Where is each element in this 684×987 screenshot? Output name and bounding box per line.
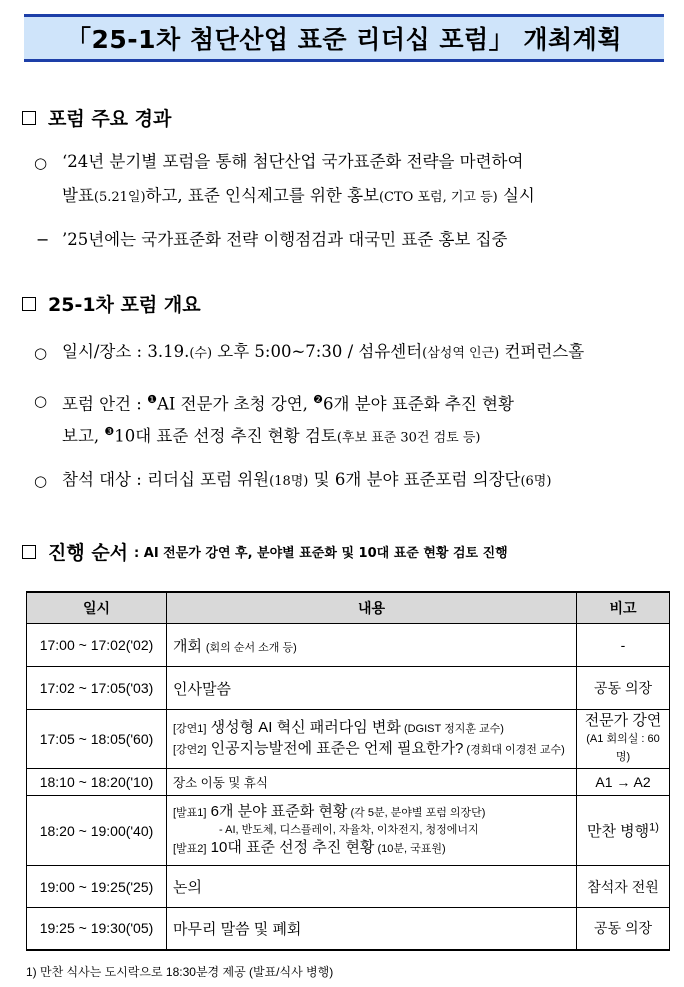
text: 3.19. [147, 342, 190, 361]
text: 생성형 AI 혁신 패러다임 변화 [206, 719, 401, 736]
text: (경희대 이경전 교수) [463, 744, 565, 756]
text: 일시/장소 : [62, 342, 148, 361]
text: (A1 회의실 : 60명) [586, 733, 660, 763]
text: [강연1] [173, 723, 207, 735]
note-cell: - [577, 624, 670, 667]
content-cell [167, 908, 577, 950]
overview-attendees [62, 465, 551, 497]
overview-date [62, 337, 584, 369]
title-banner [24, 14, 664, 62]
number-marker: ❸ [104, 425, 115, 438]
title-bottom-rule [24, 59, 664, 62]
text: 포럼 안건 : [62, 394, 148, 414]
text: (수) [189, 346, 213, 361]
content-cell [167, 710, 577, 769]
text: [발표1] [173, 807, 207, 819]
schedule-table [26, 591, 670, 951]
text: 개회 [173, 637, 202, 655]
text: 만찬 병행 [587, 823, 650, 840]
section-heading-text: 포럼 주요 경과 [48, 108, 172, 130]
progress-item-1-cont [62, 181, 535, 213]
text: 10대 표준 선정 추진 현황 검토 [114, 426, 337, 446]
circle-bullet-icon: ○ [34, 154, 48, 172]
circle-bullet-icon: ○ [34, 344, 48, 362]
text: (각 5분, 분야별 포럼 의장단) [347, 807, 486, 819]
content-cell [167, 796, 577, 866]
text: (삼성역 인근) [422, 346, 500, 361]
table-header-row [27, 592, 670, 624]
text: 컨퍼런스홀 [499, 342, 585, 361]
time-cell: 18:20 ~ 19:00('40) [27, 796, 167, 866]
text: 하고, 표준 인식제고를 위한 홍보 [145, 186, 379, 205]
overview-agenda [62, 385, 514, 420]
time-cell: 19:00 ~ 19:25('25) [27, 866, 167, 908]
note-cell [577, 796, 670, 866]
text: 인공지능발전에 표준은 언제 필요한가? [206, 740, 464, 757]
time-cell: 17:05 ~ 18:05('60) [27, 710, 167, 769]
section-heading-schedule [22, 538, 508, 565]
table-row [27, 908, 670, 950]
header-time: 일시 [27, 592, 167, 624]
header-content: 내용 [167, 592, 577, 624]
text: (후보 표준 30건 검토 등) [336, 430, 481, 446]
text: [발표2] [173, 843, 207, 855]
number-marker: ❶ [147, 393, 157, 406]
table-row [27, 796, 670, 866]
text: 전문가 강연 [584, 712, 662, 729]
section-heading-overview [22, 290, 201, 317]
text: AI 전문가 초청 강연, [156, 394, 314, 414]
square-bullet-icon [22, 297, 36, 311]
dash-bullet-icon: − [36, 230, 50, 249]
table-row [27, 710, 670, 769]
header-note: 비고 [577, 592, 670, 624]
text: (18명) [269, 474, 309, 489]
text: 실시 [497, 186, 535, 205]
text: 마무리 말씀 및 폐회 [173, 920, 302, 938]
text: 논의 [173, 879, 202, 896]
content-cell [167, 866, 577, 908]
text: (6명) [520, 474, 552, 489]
content-cell [167, 667, 577, 710]
text: (DGIST 정지훈 교수) [400, 723, 504, 735]
table-row [27, 866, 670, 908]
time-cell: 19:25 ~ 19:30('05) [27, 908, 167, 950]
section-heading-text: 25-1차 포럼 개요 [48, 294, 201, 316]
progress-item-1 [62, 147, 523, 177]
square-bullet-icon [22, 545, 36, 559]
text: 보고, [62, 426, 105, 446]
text: 발표 [62, 186, 94, 205]
content-cell [167, 624, 577, 667]
text: (5.21일) [93, 190, 146, 205]
text: 리더십 포럼 위원 [147, 470, 270, 489]
footnote: 1) 만찬 식사는 도시락으로 18:30분경 제공 (발표/식사 병행) [26, 965, 334, 979]
note-cell: 공동 의장 [577, 667, 670, 710]
section-subheading: : AI 전문가 강연 후, 분야별 표준화 및 10대 표준 현황 검토 진행 [134, 546, 508, 561]
table-row [27, 667, 670, 710]
overview-agenda-cont [62, 417, 481, 454]
square-bullet-icon [22, 111, 36, 125]
page-title: 「25-1차 첨단산업 표준 리더십 포럼」 개최계획 [24, 17, 664, 59]
text: (회의 순서 소개 등) [205, 641, 297, 654]
time-cell: 18:10 ~ 18:20('10) [27, 769, 167, 796]
note-cell [577, 710, 670, 769]
progress-line-1: ‘24년 분기별 포럼을 통해 첨단산업 국가표준화 전략을 마련하여 [62, 152, 524, 171]
text: (CTO 포럼, 기고 등) [378, 190, 498, 205]
section-heading-text: 진행 순서 [48, 542, 129, 564]
text: (10분, 국표원) [374, 843, 446, 855]
number-marker: ❷ [313, 393, 324, 406]
circle-bullet-icon: ○ [34, 392, 48, 410]
note-cell: A1 → A2 [577, 769, 670, 796]
footnote-marker: 1) [649, 821, 659, 834]
text: 6개 분야 표준화 추진 현황 [323, 394, 514, 414]
text: 참석 대상 : [62, 470, 148, 489]
text: 10대 표준 선정 추진 현황 [206, 839, 375, 856]
section-heading-progress [22, 104, 171, 131]
text: 인사말씀 [173, 680, 231, 698]
content-cell: 장소 이동 및 휴식 [167, 769, 577, 796]
time-cell: 17:02 ~ 17:05('03) [27, 667, 167, 710]
text: 오후 5:00~7:30 / 섬유센터 [212, 342, 423, 361]
time-cell: 17:00 ~ 17:02('02) [27, 624, 167, 667]
text: - AI, 반도체, 디스플레이, 자율차, 이차전지, 청정에너지 [219, 824, 479, 836]
text: [강연2] [173, 744, 207, 756]
table-row [27, 769, 670, 796]
table-row [27, 624, 670, 667]
note-cell: 공동 의장 [577, 908, 670, 950]
circle-bullet-icon: ○ [34, 472, 48, 490]
text: 및 6개 분야 표준포럼 의장단 [308, 470, 521, 489]
progress-item-2: ’25년에는 국가표준화 전략 이행점검과 대국민 표준 홍보 집중 [62, 230, 508, 249]
text: 6개 분야 표준화 현황 [206, 803, 348, 820]
note-cell: 참석자 전원 [577, 866, 670, 908]
